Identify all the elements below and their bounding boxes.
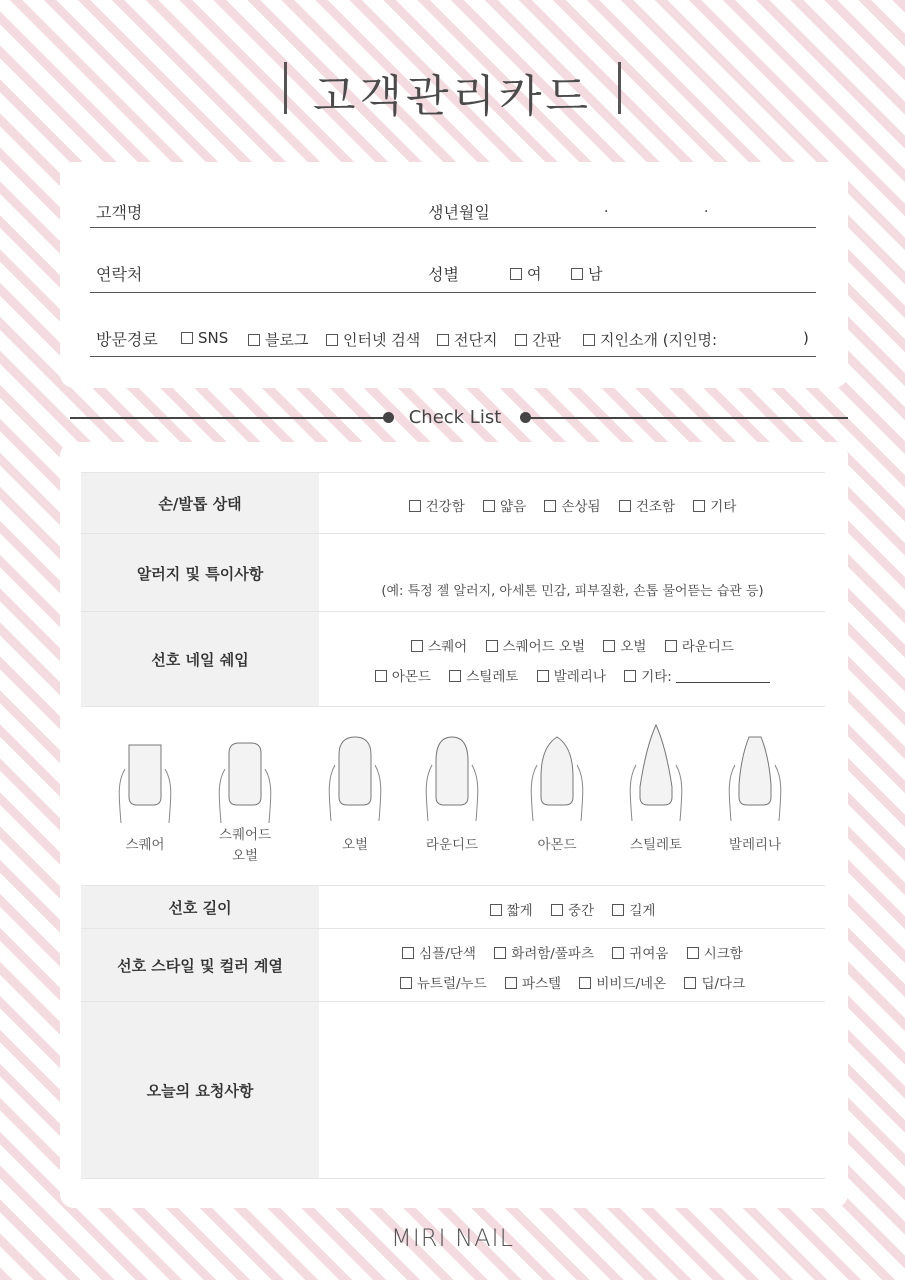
style-option-vivid[interactable]: 비비드/네온	[579, 976, 666, 992]
nail-label-oval: 오벌	[341, 837, 369, 853]
checklist-divider	[70, 402, 848, 436]
table-bottom-line	[81, 1178, 825, 1179]
shape-option-square[interactable]: 스퀘어	[411, 639, 467, 655]
nail-label-stiletto: 스틸레토	[629, 837, 683, 853]
nail-label-square: 스퀘어	[125, 837, 165, 853]
checkbox[interactable]	[326, 334, 338, 346]
divider-line-right	[526, 417, 848, 419]
nail-rounded-icon	[402, 707, 502, 837]
visit-option-blog[interactable]: 블로그	[248, 329, 308, 350]
gender-female-option[interactable]: 여	[510, 263, 542, 284]
allergy-input-area[interactable]	[320, 534, 825, 612]
name-birth-line[interactable]	[90, 226, 816, 228]
nail-label-rounded: 라운디드	[425, 837, 479, 853]
shape-option-other[interactable]: 기타:	[624, 669, 770, 685]
allergy-label: 알러지 및 특이사항	[81, 534, 319, 612]
checkbox[interactable]	[411, 640, 423, 652]
style-options	[320, 929, 825, 1002]
nail-oval-icon	[305, 707, 405, 837]
shape-option-oval[interactable]: 오벌	[603, 639, 646, 655]
style-option-cute[interactable]: 귀여움	[612, 946, 668, 962]
checkbox[interactable]	[505, 977, 517, 989]
request-input-area[interactable]	[320, 1002, 825, 1179]
shape-option-almond[interactable]: 아몬드	[375, 669, 431, 685]
checkbox[interactable]	[684, 977, 696, 989]
style-option-simple[interactable]: 심플/단색	[402, 946, 476, 962]
shape-option-squared-oval[interactable]: 스퀘어드 오벌	[486, 639, 586, 655]
visit-option-flyer[interactable]: 전단지	[437, 329, 497, 350]
checkbox[interactable]	[583, 334, 595, 346]
checkbox[interactable]	[579, 977, 591, 989]
condition-option-dry[interactable]: 건조함	[619, 499, 675, 515]
checkbox[interactable]	[409, 500, 421, 512]
checkbox[interactable]	[494, 947, 506, 959]
length-options	[320, 886, 825, 929]
shape-option-ballerina[interactable]: 발레리나	[537, 669, 606, 685]
checkbox[interactable]	[449, 670, 461, 682]
checkbox[interactable]	[537, 670, 549, 682]
visit-close-paren: )	[803, 329, 809, 347]
checkbox[interactable]	[402, 947, 414, 959]
checklist-title: Check List	[408, 407, 502, 428]
other-blank-line[interactable]	[676, 670, 770, 683]
visit-option-internet[interactable]: 인터넷 검색	[326, 329, 420, 350]
shape-pref-label: 선호 네일 쉐입	[81, 612, 319, 706]
customer-info-card	[60, 162, 848, 388]
length-row	[81, 885, 825, 929]
page-title	[0, 60, 905, 124]
checkbox[interactable]	[248, 334, 260, 346]
shape-option-stiletto[interactable]: 스틸레토	[449, 669, 518, 685]
divider-dot-left	[383, 412, 394, 423]
title-right-bar	[618, 62, 621, 114]
request-label: 오늘의 요청사항	[81, 1002, 319, 1179]
brand-footer: MIRI NAIL	[391, 1224, 514, 1252]
length-label: 선호 길이	[81, 886, 319, 929]
gender-male-option[interactable]: 남	[571, 263, 603, 284]
checkbox[interactable]	[544, 500, 556, 512]
length-option-medium[interactable]: 중간	[551, 903, 594, 919]
nail-label-oval-line2: 오벌	[231, 848, 259, 864]
style-option-deep[interactable]: 딥/다크	[684, 976, 745, 992]
condition-label: 손/발톱 상태	[81, 473, 319, 534]
style-option-neutral[interactable]: 뉴트럴/누드	[400, 976, 487, 992]
shape-pref-row	[81, 611, 825, 706]
title-left-bar	[284, 62, 287, 114]
style-option-fancy[interactable]: 화려함/풀파츠	[494, 946, 594, 962]
condition-row	[81, 472, 825, 534]
nail-label-almond: 아몬드	[537, 837, 577, 853]
nail-shape-illustrations	[81, 706, 825, 885]
checkbox[interactable]	[687, 947, 699, 959]
birth-dot-1: .	[604, 200, 609, 216]
condition-option-damaged[interactable]: 손상됨	[544, 499, 600, 515]
nail-label-squared: 스퀘어드	[218, 827, 272, 843]
checkbox[interactable]	[571, 268, 583, 280]
shape-option-rounded[interactable]: 라운디드	[665, 639, 734, 655]
checkbox[interactable]	[551, 904, 563, 916]
visit-option-sign[interactable]: 간판	[515, 329, 561, 350]
checkbox[interactable]	[515, 334, 527, 346]
checkbox[interactable]	[603, 640, 615, 652]
title-text: 고객관리카드	[312, 71, 593, 122]
nail-almond-icon	[507, 707, 607, 837]
birth-dot-2: .	[704, 200, 709, 216]
checkbox[interactable]	[400, 977, 412, 989]
visit-option-sns[interactable]: SNS	[181, 329, 228, 347]
gender-label: 성별	[428, 265, 459, 284]
nail-square-icon	[95, 707, 195, 837]
nail-stiletto-icon	[606, 707, 706, 837]
checkbox[interactable]	[665, 640, 677, 652]
length-option-long[interactable]: 길게	[612, 903, 655, 919]
checkbox[interactable]	[375, 670, 387, 682]
length-option-short[interactable]: 짧게	[490, 903, 533, 919]
checkbox[interactable]	[486, 640, 498, 652]
checkbox[interactable]	[437, 334, 449, 346]
condition-options	[320, 473, 825, 534]
condition-option-other[interactable]: 기타	[693, 499, 736, 515]
contact-gender-line[interactable]	[90, 291, 816, 293]
request-row	[81, 1001, 825, 1179]
birth-label: 생년월일	[428, 203, 490, 222]
contact-label: 연락처	[96, 265, 143, 284]
nail-ballerina-icon	[705, 707, 805, 837]
checkbox[interactable]	[510, 268, 522, 280]
visit-option-referral[interactable]: 지인소개 (지인명:	[583, 329, 717, 350]
nail-squared-oval-icon	[195, 707, 295, 837]
checkbox[interactable]	[612, 904, 624, 916]
checkbox[interactable]	[483, 500, 495, 512]
shape-pref-options	[320, 612, 825, 706]
checkbox[interactable]	[619, 500, 631, 512]
style-option-pastel[interactable]: 파스텔	[505, 976, 561, 992]
nail-label-ballerina: 발레리나	[728, 837, 782, 853]
condition-option-thin[interactable]: 얇음	[483, 499, 526, 515]
allergy-hint: (예: 특정 젤 알러지, 아세톤 민감, 피부질환, 손톱 물어뜯는 습관 등)	[381, 584, 764, 599]
divider-line-left	[70, 417, 388, 419]
visit-label: 방문경로	[96, 330, 158, 349]
name-label: 고객명	[96, 203, 143, 222]
checkbox[interactable]	[612, 947, 624, 959]
condition-option-healthy[interactable]: 건강함	[409, 499, 465, 515]
style-option-chic[interactable]: 시크함	[687, 946, 743, 962]
checkbox[interactable]	[181, 332, 193, 344]
checkbox[interactable]	[693, 500, 705, 512]
checkbox[interactable]	[490, 904, 502, 916]
allergy-row	[81, 533, 825, 612]
visit-line[interactable]	[90, 355, 816, 357]
checkbox[interactable]	[624, 670, 636, 682]
style-row	[81, 928, 825, 1002]
style-label: 선호 스타일 및 컬러 계열	[81, 929, 319, 1002]
